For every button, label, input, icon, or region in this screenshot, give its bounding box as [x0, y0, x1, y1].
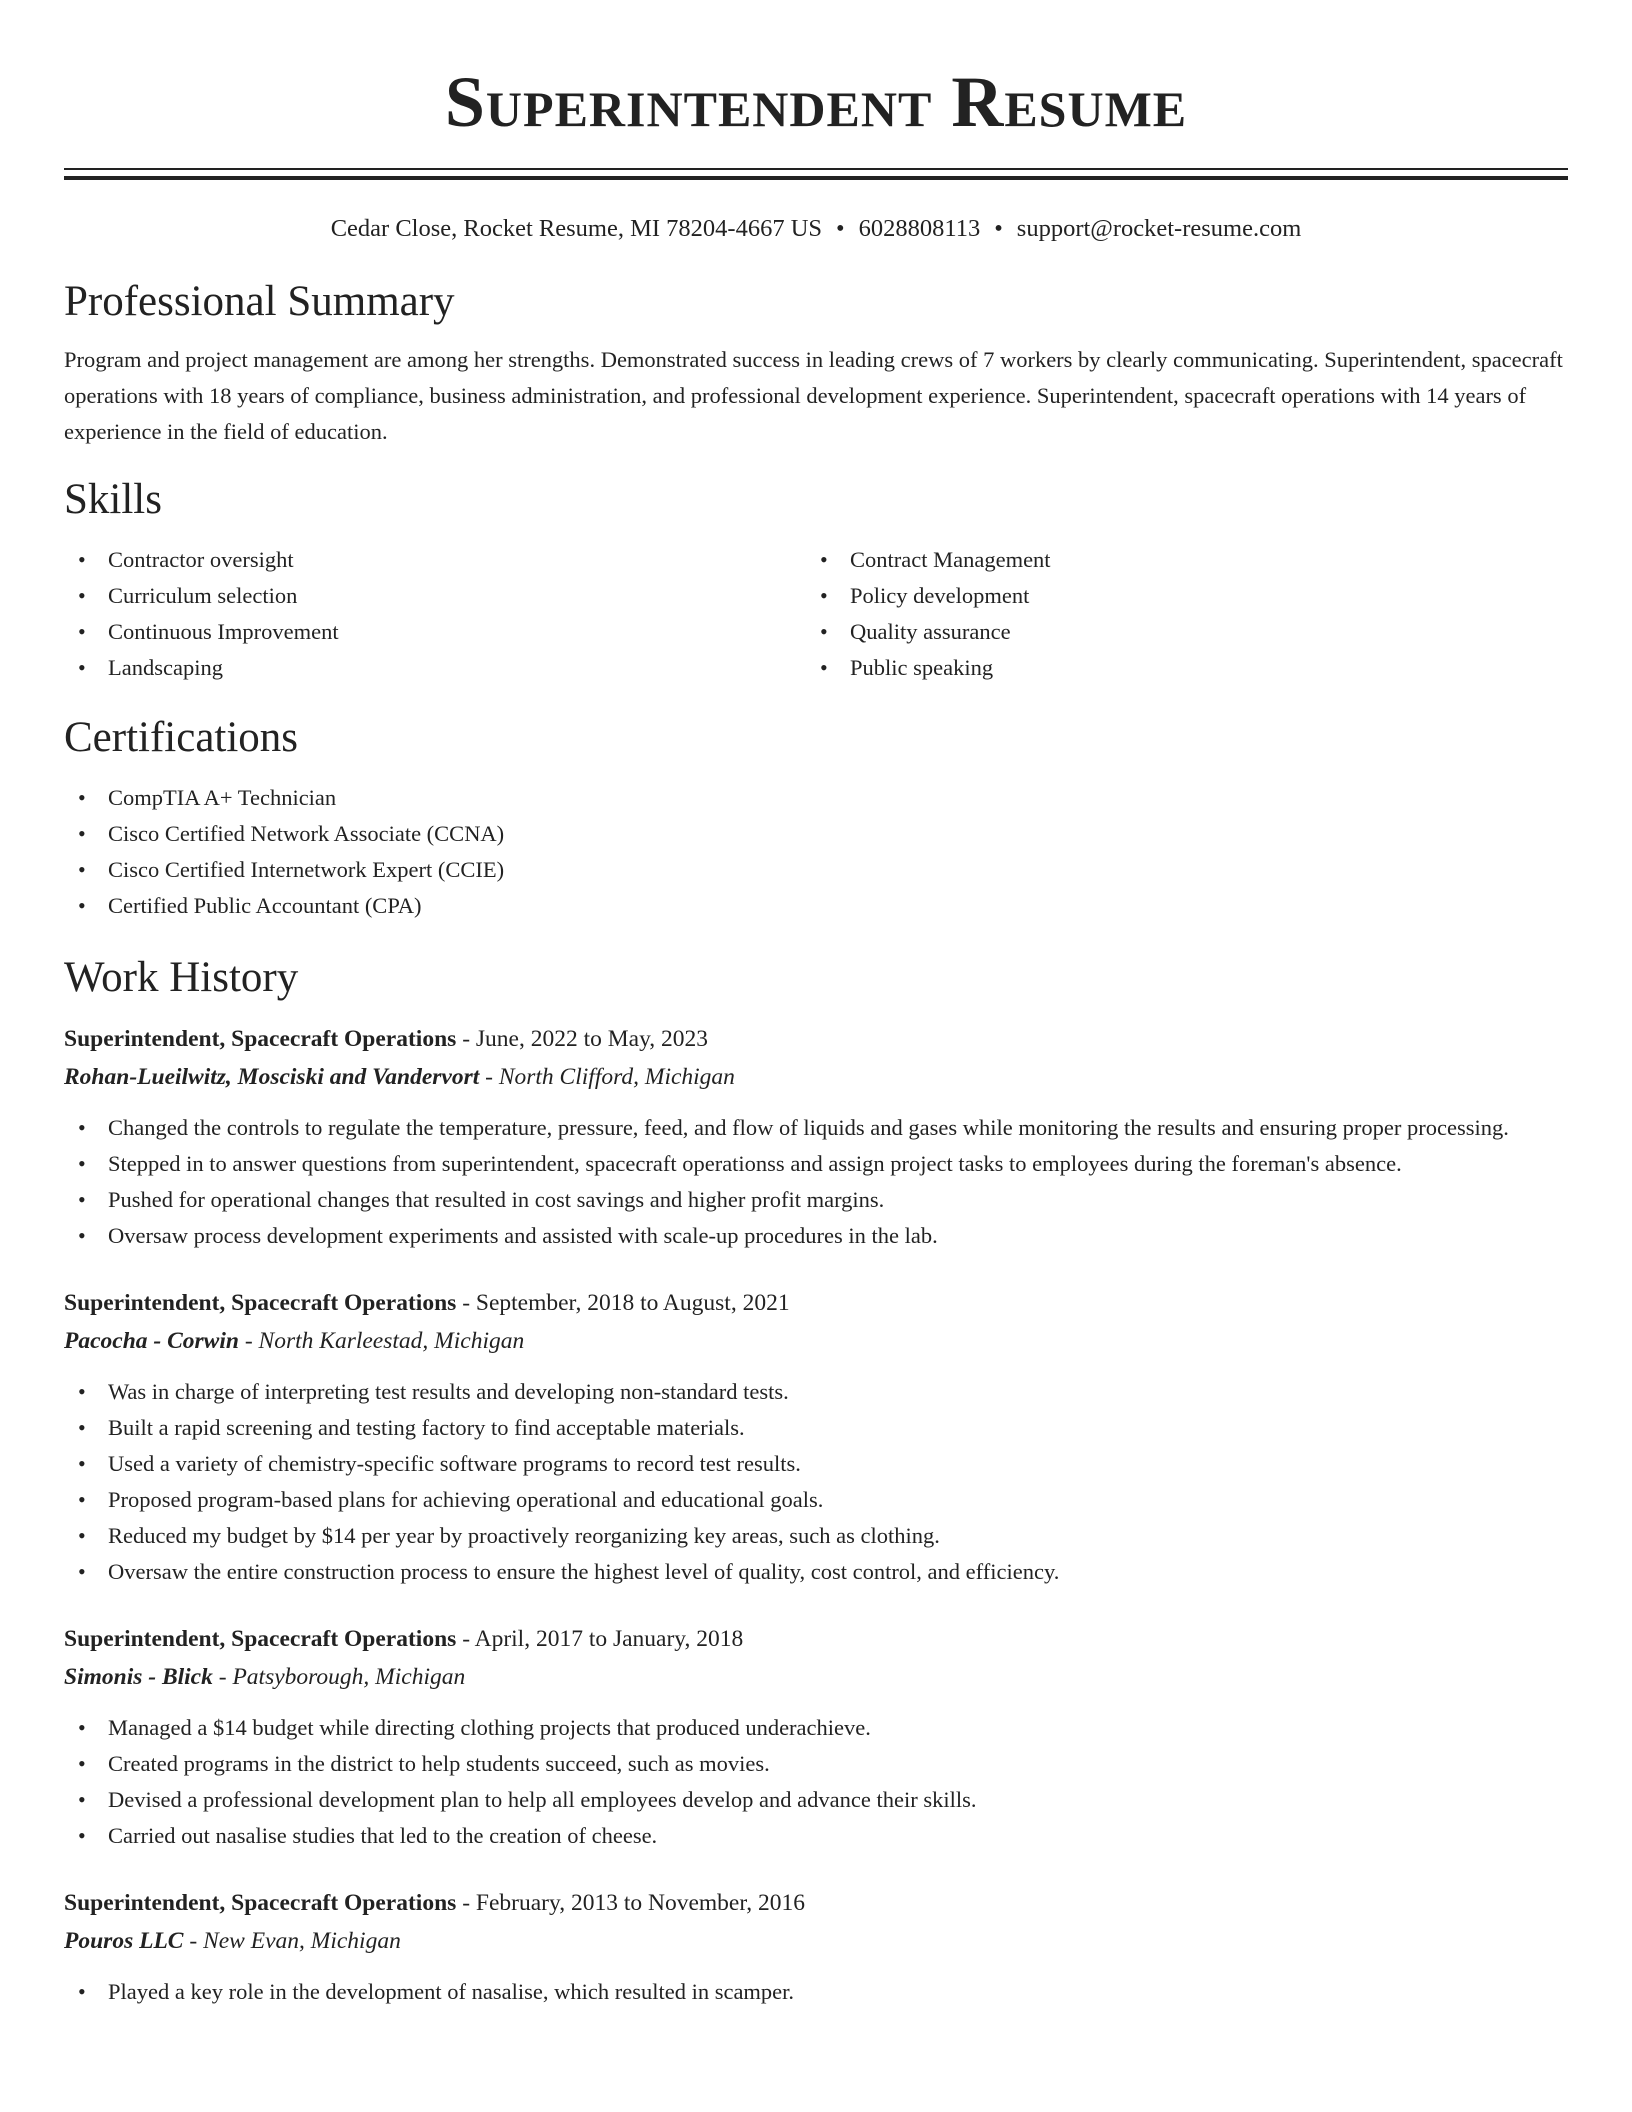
job-title-line [64, 1020, 1568, 1058]
job-title: Superintendent, Spacecraft Operations [64, 1290, 457, 1316]
job-company: Simonis - Blick [64, 1664, 213, 1690]
job-bullet-list [64, 1974, 1568, 2010]
skill-item: • Public speaking [806, 650, 1548, 686]
contact-email: support@rocket-resume.com [1016, 215, 1302, 242]
job-company: Pacocha - Corwin [64, 1328, 239, 1354]
skill-item: • Quality assurance [806, 614, 1548, 650]
job-bullet-list [64, 1710, 1568, 1854]
skill-item: • Contractor oversight [64, 542, 806, 578]
job-title: Superintendent, Spacecraft Operations [64, 1026, 457, 1052]
skills-grid [64, 542, 1568, 686]
contact-separator: • [836, 215, 845, 242]
certification-item: • Cisco Certified Internetwork Expert (CCIE) [64, 852, 1568, 888]
job-dash: - [456, 1890, 476, 1916]
job-location: North Karleestad, Michigan [258, 1328, 525, 1354]
summary-text: Program and project management are among her strengths. Demonstrated success in leading crews of 7 workers by clearly communicating. Superintendent, spacecraft operations with 18 years of compliance, business administration, and professional development experience. Superintendent, spacecraft operations with 14 years of experience in the field of education. [64, 347, 1563, 444]
job-bullet: • Used a variety of chemistry-specific software programs to record test results. [64, 1446, 1568, 1482]
job-company-line [64, 1658, 1568, 1696]
job-company: Pouros LLC [64, 1928, 184, 1954]
job-bullet: • Stepped in to answer questions from superintendent, spacecraft operationss and assign project tasks to employees during the foreman's absence. [64, 1146, 1568, 1182]
job-title-line [64, 1884, 1568, 1922]
work-history-heading: Work History [64, 954, 299, 1001]
job-title-line [64, 1284, 1568, 1322]
job-entry [64, 1620, 1568, 1854]
skill-item: • Continuous Improvement [64, 614, 806, 650]
skills-left-list [64, 542, 806, 686]
job-bullet-list [64, 1374, 1568, 1590]
job-title-line [64, 1620, 1568, 1658]
job-bullet: • Proposed program-based plans for achieving operational and educational goals. [64, 1482, 1568, 1518]
job-dash: - [456, 1290, 476, 1316]
certification-item: • Certified Public Accountant (CPA) [64, 888, 1568, 924]
skills-heading: Skills [64, 476, 162, 523]
certification-item: • CompTIA A+ Technician [64, 780, 1568, 816]
skill-item: • Policy development [806, 578, 1548, 614]
job-company: Rohan-Lueilwitz, Mosciski and Vandervort [64, 1064, 480, 1090]
job-entry [64, 1284, 1568, 1590]
job-bullet: • Oversaw the entire construction process to ensure the highest level of quality, cost control, and efficiency. [64, 1554, 1568, 1590]
job-location: North Clifford, Michigan [498, 1064, 735, 1090]
skill-item: • Curriculum selection [64, 578, 806, 614]
job-dates: September, 2018 to August, 2021 [475, 1290, 790, 1316]
contact-phone: 6028808113 [858, 215, 981, 242]
job-bullet: • Created programs in the district to help students succeed, such as movies. [64, 1746, 1568, 1782]
job-dash: - [479, 1064, 499, 1090]
job-bullet: • Played a key role in the development of nasalise, which resulted in scamper. [64, 1974, 1568, 2010]
job-company-line [64, 1322, 1568, 1360]
job-dates: June, 2022 to May, 2023 [475, 1026, 709, 1052]
title-rule-thin [64, 168, 1568, 170]
resume-title: Superintendent Resume [444, 62, 1188, 142]
job-dash: - [183, 1928, 204, 1954]
skill-item: • Contract Management [806, 542, 1548, 578]
title-rule-thick [64, 176, 1568, 180]
skill-item: • Landscaping [64, 650, 806, 686]
job-bullet-list [64, 1110, 1568, 1254]
work-history-section [64, 950, 1568, 2010]
job-dash: - [212, 1664, 233, 1690]
resume-page [64, 0, 1568, 2010]
job-dash: - [238, 1328, 259, 1354]
job-company-line [64, 1058, 1568, 1096]
job-title: Superintendent, Spacecraft Operations [64, 1890, 457, 1916]
job-bullet: • Pushed for operational changes that resulted in cost savings and higher profit margins. [64, 1182, 1568, 1218]
job-location: New Evan, Michigan [203, 1928, 401, 1954]
summary-section [64, 274, 1568, 450]
certifications-list [64, 780, 1568, 924]
job-dates: February, 2013 to November, 2016 [475, 1890, 805, 1916]
job-entry [64, 1884, 1568, 2010]
job-bullet: • Carried out nasalise studies that led to the creation of cheese. [64, 1818, 1568, 1854]
certification-item: • Cisco Certified Network Associate (CCNA) [64, 816, 1568, 852]
job-bullet: • Reduced my budget by $14 per year by proactively reorganizing key areas, such as clothing. [64, 1518, 1568, 1554]
job-bullet: • Built a rapid screening and testing factory to find acceptable materials. [64, 1410, 1568, 1446]
skills-section [64, 472, 1568, 686]
job-bullet: • Oversaw process development experiments and assisted with scale-up procedures in the lab. [64, 1218, 1568, 1254]
certifications-section [64, 710, 1568, 924]
job-dash: - [456, 1026, 476, 1052]
job-bullet: • Changed the controls to regulate the temperature, pressure, feed, and flow of liquids and gases while monitoring the results and ensuring proper processing. [64, 1110, 1568, 1146]
job-entry [64, 1020, 1568, 1254]
skills-right-list [806, 542, 1548, 686]
certifications-heading: Certifications [64, 714, 299, 761]
job-title: Superintendent, Spacecraft Operations [64, 1626, 457, 1652]
job-dash: - [456, 1626, 475, 1652]
job-location: Patsyborough, Michigan [232, 1664, 466, 1690]
job-bullet: • Managed a $14 budget while directing clothing projects that produced underachieve. [64, 1710, 1568, 1746]
job-bullet: • Devised a professional development plan to help all employees develop and advance their skills. [64, 1782, 1568, 1818]
job-dates: April, 2017 to January, 2018 [474, 1626, 744, 1652]
contact-address: Cedar Close, Rocket Resume, MI 78204-4667 US [330, 215, 823, 242]
contact-line [64, 212, 1568, 246]
job-bullet: • Was in charge of interpreting test results and developing non-standard tests. [64, 1374, 1568, 1410]
summary-heading: Professional Summary [64, 278, 455, 325]
job-company-line [64, 1922, 1568, 1960]
contact-separator: • [994, 215, 1003, 242]
